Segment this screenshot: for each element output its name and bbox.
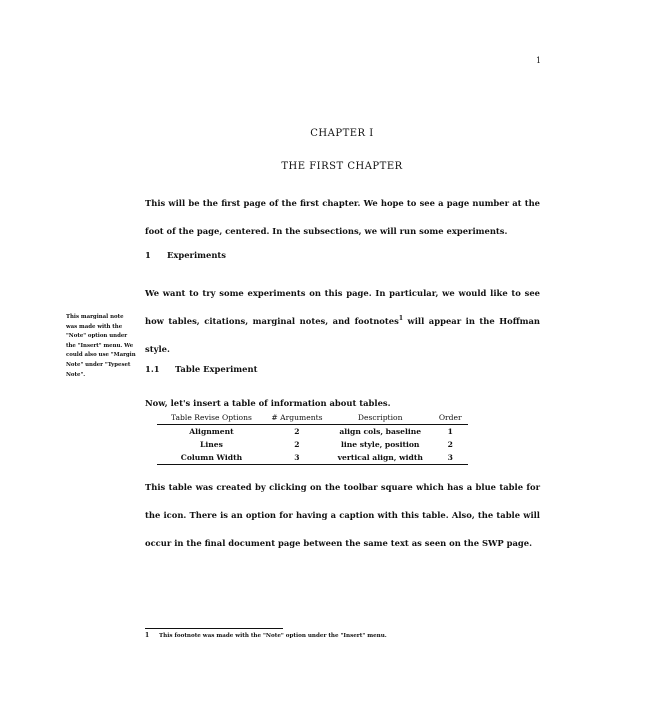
table-cell: align cols, baseline	[339, 427, 422, 436]
page-number: 1	[536, 56, 542, 65]
options-table	[157, 411, 468, 465]
table-header-cell: # Arguments	[266, 411, 328, 425]
table-cell: vertical align, width	[328, 451, 433, 465]
table-header-cell: Order	[432, 411, 468, 425]
table-header-cell: Table Revise Options	[157, 411, 266, 425]
table-cell: Alignment	[189, 427, 234, 436]
section-title: Experiments	[167, 250, 227, 260]
table-row	[157, 425, 468, 439]
section-heading-experiments	[145, 250, 226, 260]
footnote	[145, 632, 387, 639]
table-cell: 2	[294, 427, 300, 436]
table-header-row	[157, 411, 468, 425]
margin-note: This marginal note was made with the "Note" option under the "Insert" menu. We could also use "Margin Note" under "Typeset Note".	[66, 314, 136, 378]
table-cell: Lines	[200, 440, 223, 449]
chapter-title: THE FIRST CHAPTER	[281, 161, 403, 172]
table-cell: 1	[447, 427, 453, 436]
footnote-mark: 1	[145, 632, 150, 639]
experiments-text-after-footnote: will appear in the Hoffman style.	[145, 316, 540, 354]
intro-paragraph: This will be the first page of the first chapter. We hope to see a page number at the foot of the page, centered. In the subsections, we will run some experiments.	[145, 198, 540, 236]
section-heading-table-experiment	[145, 364, 257, 374]
subsection-title: Table Experiment	[175, 364, 258, 374]
experiments-text-before-footnote: We want to try some experiments on this page. In particular, we would like to see how tables, citations, marginal notes, and footnotes	[145, 288, 540, 326]
table-header-cell: Description	[328, 411, 433, 425]
table-cell: 2	[294, 440, 300, 449]
footnote-reference-mark[interactable]: 1	[398, 315, 403, 323]
section-number: 1	[145, 250, 151, 260]
table-cell: 3	[432, 451, 468, 465]
chapter-label: CHAPTER I	[310, 128, 374, 139]
experiments-paragraph	[145, 279, 540, 363]
subsection-number: 1.1	[145, 364, 160, 374]
table-description-paragraph: This table was created by clicking on the toolbar square which has a blue table for the icon. There is an option for having a caption with this table. Also, the table will occur in the final document page between the same text as seen on the SWP page.	[145, 482, 540, 548]
table-cell: Column Width	[157, 451, 266, 465]
table-cell: 2	[447, 440, 453, 449]
table-cell: 3	[266, 451, 328, 465]
footnote-rule	[145, 628, 283, 629]
footnote-text: This footnote was made with the "Note" option under the "Insert" menu.	[159, 633, 387, 639]
table-row	[157, 438, 468, 451]
table-row	[157, 451, 468, 465]
table-intro: Now, let's insert a table of information about tables.	[145, 398, 391, 408]
table-cell: line style, position	[340, 440, 420, 449]
